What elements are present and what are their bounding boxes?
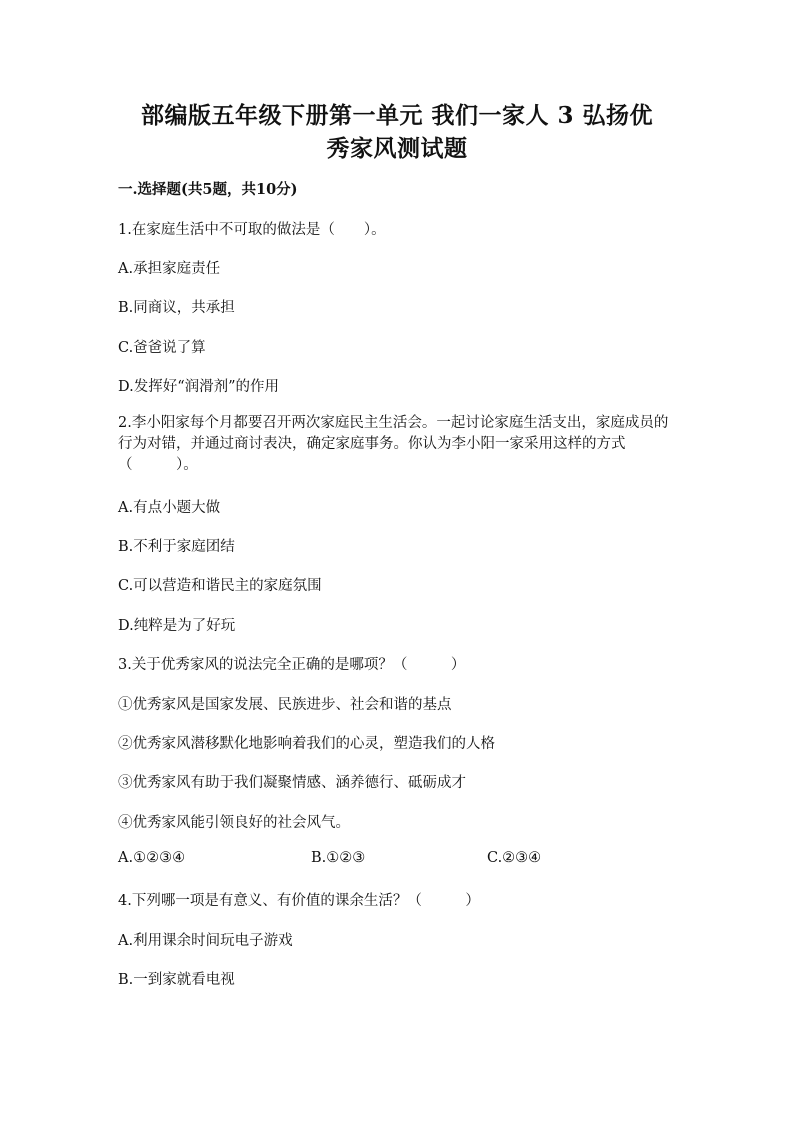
question-4-stem: 4.下列哪一项是有意义、有价值的课余生活？（ ） bbox=[118, 893, 480, 909]
question-2-option-c: C.可以营造和谐民主的家庭氛围 bbox=[118, 578, 322, 594]
question-3-option-a: A.①②③④ bbox=[118, 850, 186, 866]
question-4-option-a: A.利用课余时间玩电子游戏 bbox=[118, 933, 293, 949]
question-2-option-b: B.不利于家庭团结 bbox=[118, 539, 235, 555]
section-heading: 一.选择题(共5题，共10分) bbox=[118, 181, 298, 198]
question-4-option-b: B.一到家就看电视 bbox=[118, 972, 235, 988]
question-3-statement-3: ③优秀家风有助于我们凝聚情感、涵养德行、砥砺成才 bbox=[118, 775, 466, 791]
question-2-option-d: D.纯粹是为了好玩 bbox=[118, 618, 236, 634]
question-3-statement-1: ①优秀家风是国家发展、民族进步、社会和谐的基点 bbox=[118, 697, 452, 713]
page-title-line-1: 部编版五年级下册第一单元 我们一家人 3 弘扬优 bbox=[140, 102, 654, 129]
question-2-stem: 2.李小阳家每个月都要召开两次家庭民主生活会。一起讨论家庭生活支出，家庭成员的行为对错，并通过商讨表决，确定家庭事务。你认为李小阳一家采用这样的方式（ ）。 bbox=[118, 415, 669, 473]
question-1-stem: 1.在家庭生活中不可取的做法是（ ）。 bbox=[118, 222, 386, 238]
question-2-option-a: A.有点小题大做 bbox=[118, 500, 221, 516]
question-1-option-c: C.爸爸说了算 bbox=[118, 340, 206, 356]
question-3-option-b: B.①②③ bbox=[311, 850, 366, 866]
question-1-option-a: A.承担家庭责任 bbox=[118, 261, 221, 277]
question-3-stem: 3.关于优秀家风的说法完全正确的是哪项？（ ） bbox=[118, 657, 466, 673]
page-title-line-2: 秀家风测试题 bbox=[326, 135, 468, 162]
question-1-option-b: B.同商议，共承担 bbox=[118, 300, 235, 316]
question-3-option-c: C.②③④ bbox=[487, 850, 542, 866]
question-1-option-d: D.发挥好“润滑剂”的作用 bbox=[118, 379, 280, 395]
question-3-statement-4: ④优秀家风能引领良好的社会风气。 bbox=[118, 815, 350, 831]
question-3-statement-2: ②优秀家风潜移默化地影响着我们的心灵，塑造我们的人格 bbox=[118, 736, 495, 752]
